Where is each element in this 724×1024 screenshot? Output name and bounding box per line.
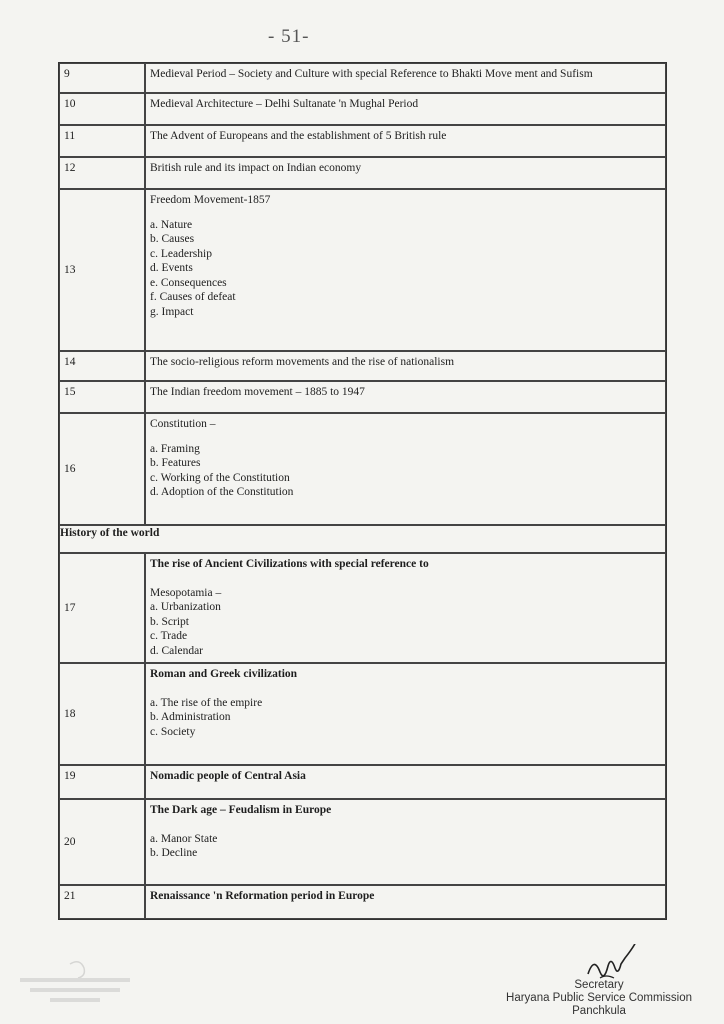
row-title: The Advent of Europeans and the establishment of 5 British rule xyxy=(150,130,447,142)
sub-topic-list xyxy=(150,696,660,740)
row-content-cell xyxy=(145,125,666,157)
row-number-cell xyxy=(59,93,145,125)
list-item: c. Leadership xyxy=(150,247,212,260)
list-item: d. Calendar xyxy=(150,644,204,657)
page-number: - 51- xyxy=(268,26,310,47)
list-item: b. Decline xyxy=(150,847,198,859)
row-number-cell xyxy=(59,885,145,919)
sub-topic-list xyxy=(150,218,660,320)
table-row xyxy=(59,381,666,413)
row-number: 20 xyxy=(64,835,76,848)
list-item: c. Working of the Constitution xyxy=(150,471,290,484)
table-row xyxy=(59,799,666,885)
row-content-cell xyxy=(145,63,666,93)
signature-title: Secretary xyxy=(574,979,624,991)
table-row xyxy=(59,157,666,189)
list-item: a. Manor State xyxy=(150,832,218,845)
sub-topic-list xyxy=(150,442,660,500)
sub-topic-list xyxy=(150,600,660,658)
row-number-cell xyxy=(59,799,145,885)
list-item: a. Framing xyxy=(150,442,200,455)
row-title: Freedom Movement-1857 xyxy=(150,194,271,206)
signature-block xyxy=(506,979,692,1018)
row-number-cell xyxy=(59,63,145,93)
row-title: Medieval Architecture – Delhi Sultanate 'n Mughal Period xyxy=(150,98,419,110)
row-title: Medieval Period – Society and Culture with special Reference to Bhakti Move ment and Sufism xyxy=(150,68,593,80)
signature-organization: Haryana Public Service Commission xyxy=(506,992,692,1004)
table-row xyxy=(59,93,666,125)
row-intro: Mesopotamia – xyxy=(150,586,222,599)
row-title: Roman and Greek civilization xyxy=(150,668,298,680)
row-number: 16 xyxy=(64,462,76,475)
row-number: 21 xyxy=(64,890,76,902)
row-number-cell xyxy=(59,765,145,799)
row-content-cell xyxy=(145,553,666,663)
list-item: b. Script xyxy=(150,615,189,628)
row-number-cell xyxy=(59,381,145,413)
row-number: 18 xyxy=(64,707,76,720)
row-number: 14 xyxy=(64,356,76,368)
row-content-cell xyxy=(145,381,666,413)
row-title: Constitution – xyxy=(150,418,216,430)
list-item: b. Causes xyxy=(150,233,195,245)
list-item: c. Trade xyxy=(150,630,188,642)
row-title: The socio-religious reform movements and the rise of nationalism xyxy=(150,356,455,368)
row-number-cell xyxy=(59,157,145,189)
list-item: b. Features xyxy=(150,457,201,469)
row-number: 12 xyxy=(64,162,76,174)
signature-scribble xyxy=(584,944,654,984)
table-row xyxy=(59,125,666,157)
list-item: d. Events xyxy=(150,262,193,274)
row-title: The Dark age – Feudalism in Europe xyxy=(150,804,332,816)
table-row xyxy=(59,765,666,799)
list-item: d. Adoption of the Constitution xyxy=(150,486,294,498)
list-item: a. Urbanization xyxy=(150,601,221,613)
section-heading: History of the world xyxy=(59,525,666,553)
row-content-cell xyxy=(145,663,666,765)
list-item: f. Causes of defeat xyxy=(150,291,236,303)
row-number-cell xyxy=(59,663,145,765)
row-content-cell xyxy=(145,885,666,919)
list-item: a. The rise of the empire xyxy=(150,696,263,709)
row-number: 9 xyxy=(64,68,70,80)
row-content-cell xyxy=(145,799,666,885)
table-row xyxy=(59,885,666,919)
row-number-cell xyxy=(59,413,145,525)
row-number: 15 xyxy=(64,386,76,398)
syllabus-table xyxy=(58,62,667,920)
section-heading-row xyxy=(59,525,666,553)
row-title: Nomadic people of Central Asia xyxy=(150,770,306,782)
list-item: e. Consequences xyxy=(150,276,227,289)
list-item: a. Nature xyxy=(150,218,193,231)
row-number-cell xyxy=(59,189,145,351)
row-number: 11 xyxy=(64,130,76,142)
row-content-cell xyxy=(145,351,666,381)
row-number: 10 xyxy=(64,98,76,110)
list-item: b. Administration xyxy=(150,711,231,723)
row-content-cell xyxy=(145,765,666,799)
table-row xyxy=(59,553,666,663)
sub-topic-list xyxy=(150,832,660,861)
row-title: The rise of Ancient Civilizations with special reference to xyxy=(150,558,429,570)
row-content-cell xyxy=(145,93,666,125)
row-number-cell xyxy=(59,553,145,663)
list-item: g. Impact xyxy=(150,305,194,318)
table-row xyxy=(59,351,666,381)
row-title: Renaissance 'n Reformation period in Europe xyxy=(150,890,375,902)
row-number: 13 xyxy=(64,263,76,276)
row-number: 19 xyxy=(64,770,76,782)
list-item: c. Society xyxy=(150,725,196,738)
syllabus-table-body xyxy=(59,63,666,919)
row-number-cell xyxy=(59,351,145,381)
row-title: The Indian freedom movement – 1885 to 1947 xyxy=(150,386,365,398)
table-row xyxy=(59,413,666,525)
row-content-cell xyxy=(145,189,666,351)
table-row xyxy=(59,663,666,765)
row-content-cell xyxy=(145,413,666,525)
signature-location: Panchkula xyxy=(572,1005,626,1017)
row-content-cell xyxy=(145,157,666,189)
faint-stamp-mark xyxy=(10,956,150,1006)
table-row xyxy=(59,189,666,351)
row-number: 17 xyxy=(64,601,76,614)
row-number-cell xyxy=(59,125,145,157)
table-row xyxy=(59,63,666,93)
row-title: British rule and its impact on Indian economy xyxy=(150,162,362,174)
